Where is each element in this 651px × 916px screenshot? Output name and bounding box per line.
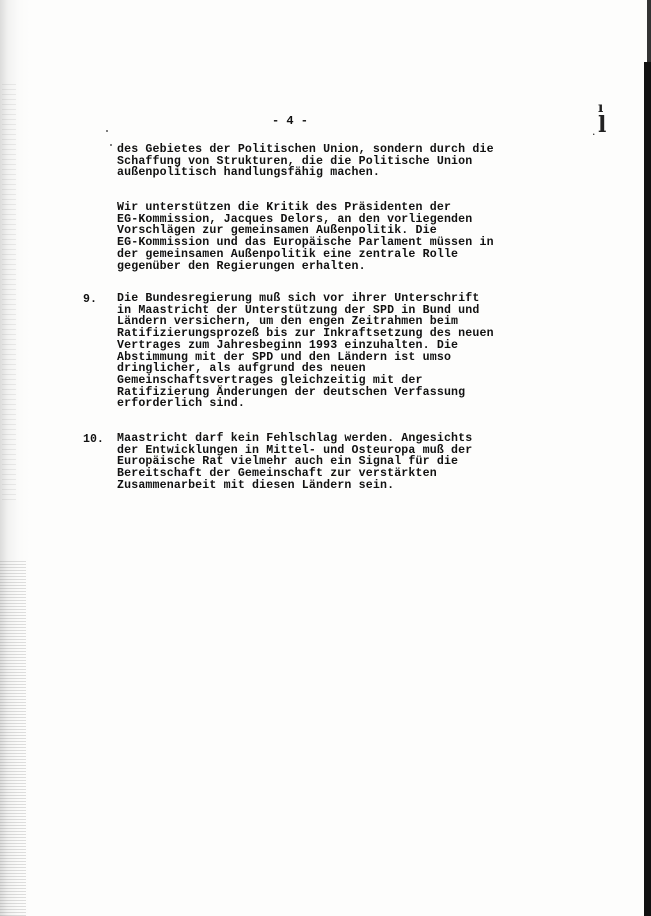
item-10-text [117,433,472,492]
item-number-9: 9. [83,293,97,306]
margin-mark-stroke: l [598,112,607,138]
paragraph-line: EG-Kommission und das Europäische Parlament müssen in [117,236,494,250]
item-line: Gemeinschaftsvertrages gleichzeitig mit der [117,373,423,387]
item-line: Ländern versichern, um den engen Zeitrahmen beim [117,315,459,329]
item-line: Ratifizierung Änderungen der deutschen Verfassung [117,385,466,399]
item-line: Europäische Rat vielmehr auch ein Signal für die [117,455,459,469]
paragraph-intro [117,144,494,179]
paragraph-line: Vorschlägen zur gemeinsamen Außenpolitik. Die [117,224,437,238]
margin-mark-top: ı [598,100,604,116]
item-line: in Maastricht der Unterstützung der SPD in Bund und [117,303,480,317]
item-line: erforderlich sind. [117,397,245,411]
paragraph-line: Wir unterstützen die Kritik des Präsidenten der [117,201,452,214]
paragraph-support [117,202,494,272]
scan-edge-right-top [647,0,651,62]
paragraph-line: außenpolitisch handlungsfähig machen. [117,166,380,180]
item-line: Ratifizierungsprozeß bis zur Inkraftsetzung des neuen [117,327,494,341]
item-line: Vertrages zum Jahresbeginn 1993 einzuhalten. Die [117,338,459,352]
item-line: Die Bundesregierung muß sich vor ihrer Unterschrift [117,292,480,305]
page-number: - 4 - [272,114,309,128]
item-9-text [117,293,494,410]
scan-noise-left-top [2,80,16,500]
paragraph-line: gegenüber den Regierungen erhalten. [117,259,366,273]
item-line: Abstimmung mit der SPD und den Ländern ist umso [117,350,452,364]
item-line: Maastricht darf kein Fehlschlag werden. Angesichts [117,432,473,445]
scan-edge-right [644,62,651,916]
margin-mark-tick: · [592,128,596,141]
paragraph-line: des Gebietes der Politischen Union, sondern durch die [117,143,494,156]
scan-noise-left-bottom [0,560,26,916]
paragraph-line: EG-Kommission, Jacques Delors, an den vorliegenden [117,212,473,226]
item-number-10: 10. [83,433,104,446]
scan-dot [106,130,108,132]
paragraph-line: Schaffung von Strukturen, die die Politische Union [117,154,473,168]
scan-dot [110,144,112,146]
paragraph-line: der gemeinsamen Außenpolitik eine zentrale Rolle [117,247,459,261]
item-line: Bereitschaft der Gemeinschaft zur verstärkten [117,467,437,481]
item-line: der Entwicklungen in Mittel- und Osteuropa muß der [117,443,473,457]
item-line: Zusammenarbeit mit diesen Ländern sein. [117,478,395,492]
item-line: dringlicher, als aufgrund des neuen [117,362,366,376]
